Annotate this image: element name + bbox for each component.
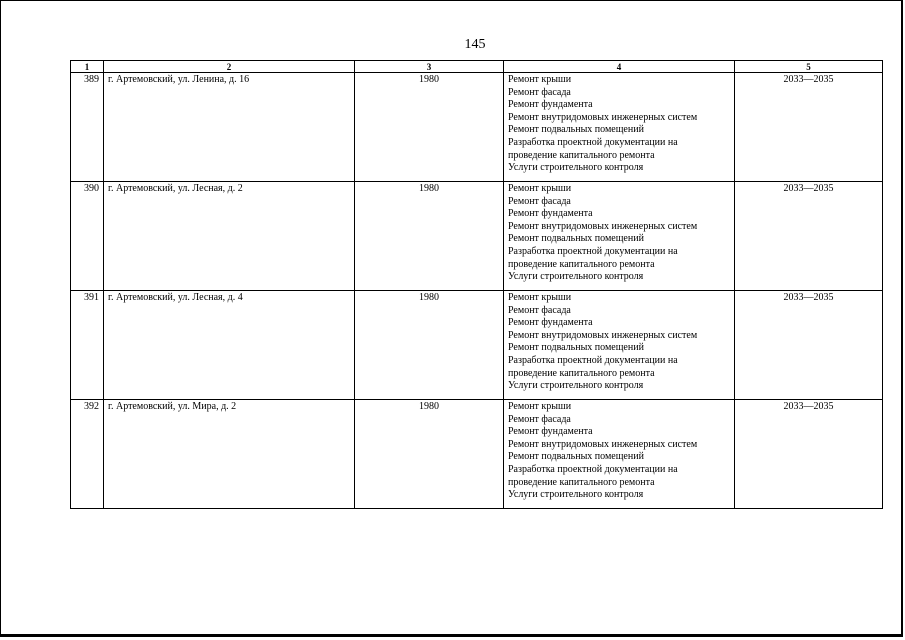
table-row — [71, 182, 883, 291]
repair-work-item: Ремонт фундамента — [508, 208, 593, 220]
building-address: г. Артемовский, ул. Ленина, д. 16 — [104, 73, 355, 182]
commission-year: 1980 — [355, 182, 504, 291]
repair-work-item: Ремонт крыши — [508, 74, 572, 85]
building-address: г. Артемовский, ул. Мира, д. 2 — [104, 400, 355, 509]
repair-work-item: проведение капитального ремонта — [508, 476, 655, 488]
repair-work-item: Услуги строительного контроля — [508, 380, 644, 392]
row-number: 392 — [71, 400, 104, 509]
repair-work-item: Ремонт подвальных помещений — [508, 124, 644, 136]
planned-period: 2033—2035 — [735, 182, 883, 291]
repair-work-item: Разработка проектной документации на — [508, 463, 678, 475]
row-number: 389 — [71, 73, 104, 182]
repair-work-item: Ремонт подвальных помещений — [508, 451, 644, 463]
commission-year: 1980 — [355, 291, 504, 400]
repair-work-item: Услуги строительного контроля — [508, 271, 644, 283]
repair-work-item: Ремонт фасада — [508, 86, 571, 98]
row-number: 391 — [71, 291, 104, 400]
planned-period: 2033—2035 — [735, 291, 883, 400]
table-row — [71, 400, 883, 509]
header-row — [71, 61, 883, 73]
repair-work-item: Ремонт внутридомовых инженерных систем — [508, 220, 698, 232]
repair-work-item: проведение капитального ремонта — [508, 367, 655, 379]
repair-work-item: Ремонт подвальных помещений — [508, 342, 644, 354]
repair-work-item: Ремонт внутридомовых инженерных систем — [508, 111, 698, 123]
repair-work-item: Услуги строительного контроля — [508, 162, 644, 174]
commission-year: 1980 — [355, 73, 504, 182]
repair-work-item: проведение капитального ремонта — [508, 149, 655, 161]
column-header-2: 2 — [104, 61, 355, 73]
repair-work-item: Услуги строительного контроля — [508, 489, 644, 501]
planned-period: 2033—2035 — [735, 400, 883, 509]
planned-period: 2033—2035 — [735, 73, 883, 182]
page-number: 145 — [464, 37, 486, 52]
building-address: г. Артемовский, ул. Лесная, д. 2 — [104, 182, 355, 291]
repair-work-item: Ремонт крыши — [508, 401, 572, 412]
column-header-1: 1 — [71, 61, 104, 73]
repair-work-item: Ремонт фасада — [508, 413, 571, 425]
building-address: г. Артемовский, ул. Лесная, д. 4 — [104, 291, 355, 400]
column-header-5: 5 — [735, 61, 883, 73]
repair-work-item: Ремонт внутридомовых инженерных систем — [508, 329, 698, 341]
repair-work-item: Ремонт фасада — [508, 304, 571, 316]
repair-work-item: Разработка проектной документации на — [508, 354, 678, 366]
repair-work-item: Ремонт фасада — [508, 195, 571, 207]
repair-work-item: проведение капитального ремонта — [508, 258, 655, 270]
table-row — [71, 291, 883, 400]
repair-works-list — [504, 182, 735, 291]
commission-year: 1980 — [355, 400, 504, 509]
table-row — [71, 73, 883, 182]
column-header-4: 4 — [504, 61, 735, 73]
column-header-3: 3 — [355, 61, 504, 73]
repair-works-list — [504, 291, 735, 400]
repair-work-item: Ремонт фундамента — [508, 426, 593, 438]
repair-schedule-table — [70, 60, 883, 509]
repair-works-list — [504, 73, 735, 182]
repair-works-list — [504, 400, 735, 509]
row-number: 390 — [71, 182, 104, 291]
repair-work-item: Ремонт фундамента — [508, 99, 593, 111]
repair-work-item: Ремонт внутридомовых инженерных систем — [508, 438, 698, 450]
table-body — [71, 73, 883, 509]
repair-work-item: Ремонт подвальных помещений — [508, 233, 644, 245]
repair-work-item: Ремонт крыши — [508, 183, 572, 194]
repair-work-item: Разработка проектной документации на — [508, 245, 678, 257]
repair-work-item: Ремонт фундамента — [508, 317, 593, 329]
repair-work-item: Разработка проектной документации на — [508, 136, 678, 148]
repair-work-item: Ремонт крыши — [508, 292, 572, 303]
